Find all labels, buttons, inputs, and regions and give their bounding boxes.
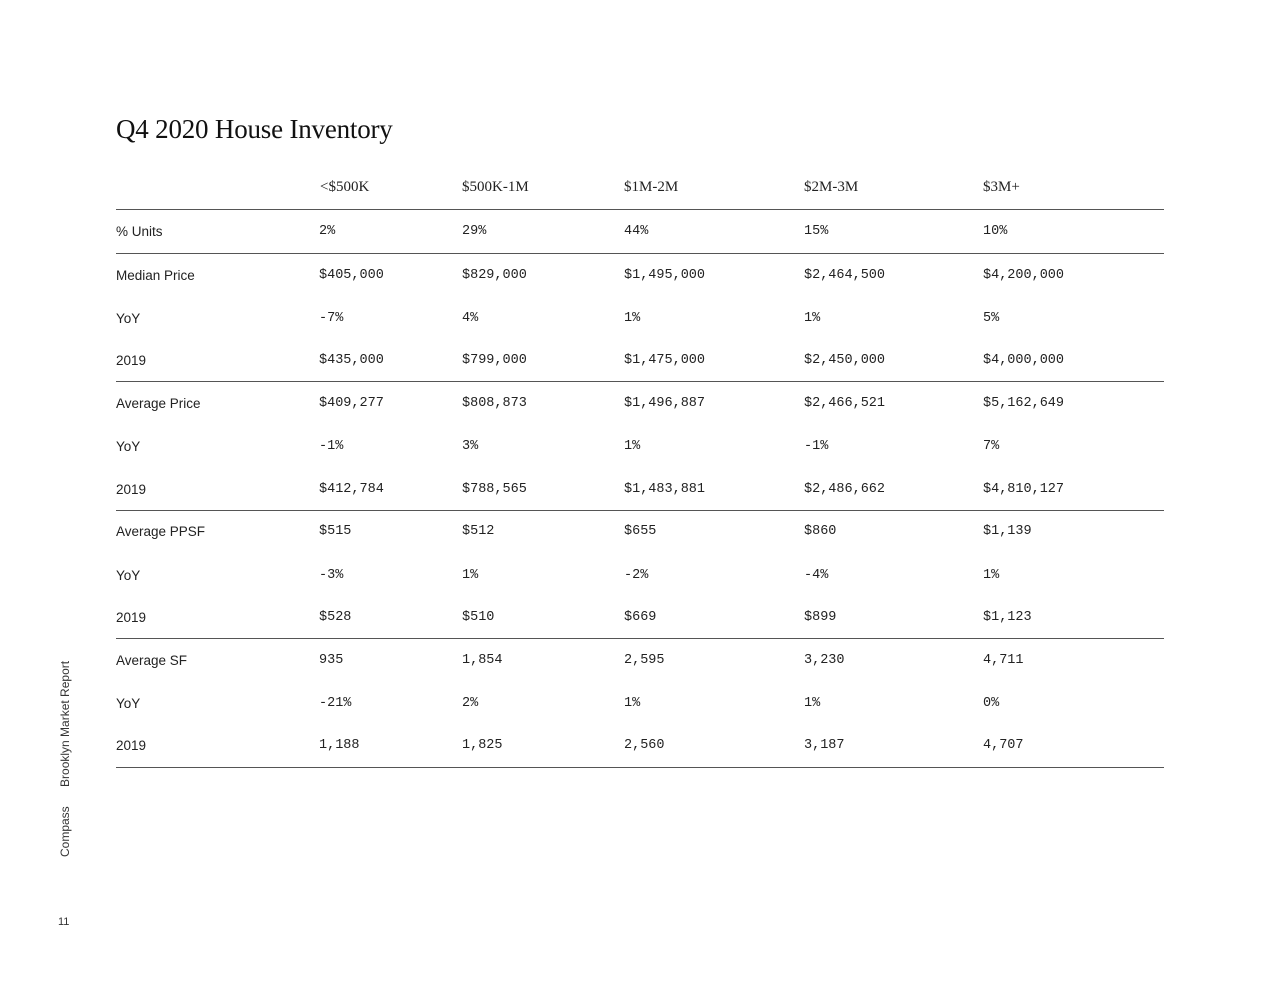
table-cell: $4,810,127 <box>983 481 1065 497</box>
table-cell: $829,000 <box>462 268 527 283</box>
table-cell: -1% <box>319 439 344 454</box>
table-cell: -2% <box>624 567 649 583</box>
table-cell: 2% <box>462 695 479 711</box>
table-cell: 3,187 <box>804 738 845 753</box>
table-row <box>116 510 1164 553</box>
table-header-row <box>116 168 1164 210</box>
table-row <box>116 596 1164 639</box>
table-cell: 10% <box>983 224 1008 239</box>
table-row <box>116 554 1164 597</box>
table-cell: -3% <box>319 567 344 583</box>
row-label: Average Price <box>116 396 201 411</box>
table-cell: 2% <box>319 224 336 239</box>
report-name: Brooklyn Market Report <box>58 660 72 787</box>
row-label: 2019 <box>116 610 147 625</box>
table-cell: 1% <box>624 310 641 326</box>
table-cell: $1,123 <box>983 610 1032 625</box>
table-row <box>116 339 1164 382</box>
page-title: Q4 2020 House Inventory <box>116 114 393 144</box>
inventory-table <box>116 168 1164 753</box>
table-cell: $1,496,887 <box>624 396 706 411</box>
table-cell: $2,466,521 <box>804 396 886 411</box>
table-cell: 1% <box>983 567 1000 583</box>
table-cell: $2,464,500 <box>804 268 886 283</box>
table-cell: $799,000 <box>462 353 527 368</box>
row-label: % Units <box>116 224 163 239</box>
row-label: YoY <box>116 567 141 583</box>
row-label: Median Price <box>116 268 195 283</box>
table-cell: 44% <box>624 224 649 239</box>
column-header: <$500K <box>320 179 370 195</box>
table-cell: 1% <box>804 695 821 711</box>
table-cell: -7% <box>319 310 344 326</box>
table-cell: 1% <box>462 567 479 583</box>
row-label: Average PPSF <box>116 524 206 539</box>
table-cell: $4,200,000 <box>983 268 1065 283</box>
table-row <box>116 425 1164 468</box>
row-label: YoY <box>116 310 141 326</box>
column-header: $2M-3M <box>804 179 859 195</box>
table-cell: $510 <box>462 610 495 625</box>
table-cell: 0% <box>983 695 1000 711</box>
footer-side-label <box>58 645 72 857</box>
table-cell: 29% <box>462 224 487 239</box>
table-cell: $1,495,000 <box>624 268 706 283</box>
table-cell: $528 <box>319 610 352 625</box>
page-number: 11 <box>58 916 70 928</box>
table-cell: $1,139 <box>983 524 1032 539</box>
column-header: $500K-1M <box>462 179 529 195</box>
table-cell: 1% <box>624 695 641 711</box>
row-label: 2019 <box>116 481 147 497</box>
table-row <box>116 297 1164 340</box>
table-cell: $412,784 <box>319 481 384 497</box>
table-cell: $860 <box>804 524 837 539</box>
table-cell: 3,230 <box>804 653 845 668</box>
table-cell: 5% <box>983 310 1000 326</box>
table-cell: $512 <box>462 524 495 539</box>
table-cell: $405,000 <box>319 268 384 283</box>
table-cell: 1,854 <box>462 653 503 668</box>
brand-name: Compass <box>58 806 72 857</box>
table-cell: $435,000 <box>319 353 384 368</box>
table-cell: 4,707 <box>983 738 1024 753</box>
table-cell: 2,560 <box>624 738 665 753</box>
table-row <box>116 639 1164 682</box>
table-cell: 1,188 <box>319 738 360 753</box>
table-row <box>116 382 1164 425</box>
table-cell: $5,162,649 <box>983 396 1065 411</box>
table-row <box>116 254 1164 297</box>
table-cell: 7% <box>983 439 1000 454</box>
table-cell: $515 <box>319 524 352 539</box>
table-cell: 3% <box>462 439 479 454</box>
row-label: 2019 <box>116 353 147 368</box>
row-label: Average SF <box>116 653 188 668</box>
row-label: YoY <box>116 439 141 454</box>
table-cell: -1% <box>804 439 829 454</box>
column-header: $3M+ <box>983 179 1020 195</box>
table-cell: 4,711 <box>983 653 1024 668</box>
table-cell: -4% <box>804 567 829 583</box>
table-row <box>116 468 1164 511</box>
table-cell: $409,277 <box>319 396 384 411</box>
table-cell: $669 <box>624 610 657 625</box>
table-cell: $808,873 <box>462 396 527 411</box>
table-row <box>116 682 1164 725</box>
table-row <box>116 724 1164 767</box>
table-cell: $2,486,662 <box>804 481 886 497</box>
row-label: 2019 <box>116 738 147 753</box>
column-header: $1M-2M <box>624 179 679 195</box>
table-cell: $4,000,000 <box>983 353 1065 368</box>
table-cell: 1,825 <box>462 738 503 753</box>
table-cell: $899 <box>804 610 837 625</box>
table-cell: $1,475,000 <box>624 353 706 368</box>
table-cell: 1% <box>804 310 821 326</box>
table-cell: 15% <box>804 224 829 239</box>
table-cell: $2,450,000 <box>804 353 886 368</box>
table-cell: $1,483,881 <box>624 481 706 497</box>
table-cell: 1% <box>624 439 641 454</box>
table-cell: 4% <box>462 310 479 326</box>
table-cell: $655 <box>624 524 657 539</box>
divider <box>116 767 1164 768</box>
table-cell: 935 <box>319 653 344 668</box>
table-row <box>116 210 1164 253</box>
row-label: YoY <box>116 695 141 711</box>
table-cell: $788,565 <box>462 481 527 497</box>
table-cell: -21% <box>319 695 352 711</box>
table-cell: 2,595 <box>624 653 665 668</box>
